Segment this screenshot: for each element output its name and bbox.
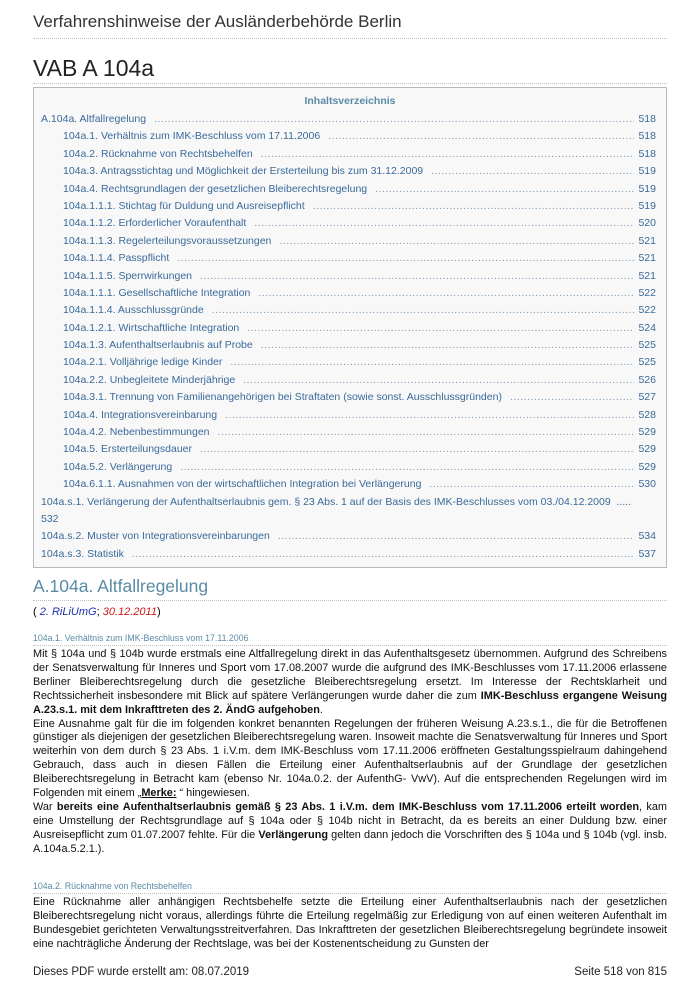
toc-item-text: 104a.4. Rechtsgrundlagen der gesetzlichen Bleiberechtsregelung (63, 182, 368, 195)
toc-item[interactable] (34, 459, 666, 476)
toc-leader-dots (278, 528, 635, 545)
toc-item-page: 519 (638, 199, 656, 212)
toc-item-page: 524 (638, 321, 656, 334)
toc-item-text: 104a.1.2.1. Wirtschaftliche Integration (63, 321, 240, 334)
paragraph: Eine Rücknahme aller anhängigen Rechtsbehelfe setzte die Erteilung einer Aufenthaltserlaubnis nach der gesetzlichen Bleiberechtsregelung nicht voraus, allerdings führte die Erteilung regelmäßig zur Erledigung von auf einen weiteren Aufenthalt im Bundesgebiet gerichteten Verwaltungsstreitverfahren. Das Inkrafttreten der gesetzlichen Bleiberechtsregelung begründete insoweit eine nachträgliche Änderung der Rechtslage, was bei der Kostenentscheidung zu Gunsten der (33, 896, 667, 950)
toc-item-text: 104a.1.1.4. Passpflicht (63, 252, 170, 265)
toc-item-page: 519 (638, 165, 656, 178)
toc-item-text: 104a.5. Ersterteilungsdauer (63, 443, 192, 456)
subsection-heading-104a-2: 104a.2. Rücknahme von Rechtsbehelfen (33, 881, 192, 891)
toc-leader-dots (212, 302, 635, 319)
toc-title: Inhaltsverzeichnis (304, 95, 396, 107)
toc-leader-dots (431, 163, 634, 180)
bold-text: bereits eine Aufenthaltserlaubnis gemäß § 23 Abs. 1 i.V.m. dem IMK-Beschluss vom 17.11.2006 erteilt worden (56, 800, 640, 813)
toc-leader-dots (177, 250, 634, 267)
paragraph: War bereits eine Aufenthaltserlaubnis gemäß § 23 Abs. 1 i.V.m. dem IMK-Beschluss vom 17.11.2006 erteilt worden, kam eine Umstellung der Rechtsgrundlage auf § 104a oder § 104b nicht in Betracht, da es bereits an einer Duldung bzw. einer Ausreisepflicht zum 01.07.2007 fehlte. Für die Verlängerung gelten dann jedoch die Vorschriften des § 104a und § 104b (vgl. insb. A.104a.5.2.1.). (33, 800, 668, 855)
toc-item-text: 104a.1. Verhältnis zum IMK-Beschluss vom 17.11.2006 (63, 130, 321, 143)
toc-item-text: 104a.1.1.5. Sperrwirkungen (63, 269, 192, 282)
toc-leader-dots (132, 546, 635, 563)
toc-item-text: 104a.1.1.2. Erforderlicher Voraufenthalt (63, 217, 247, 230)
toc-item-page: 520 (638, 217, 656, 230)
toc-item-page: 518 (638, 130, 656, 143)
toc-leader-dots (180, 459, 634, 476)
document-title: VAB A 104a (33, 55, 155, 81)
toc-item-text: 104a.2.1. Volljährige ledige Kinder (63, 356, 223, 369)
toc-item-page: 521 (638, 252, 656, 265)
footer-page-number: Seite 518 von 815 (574, 966, 667, 978)
merke-label: Merke: (141, 787, 177, 800)
toc-item-text: 104a.3.1. Trennung von Familienangehörigen bei Straftaten (sowie sonst. Ausschlussgründen) (63, 391, 502, 404)
toc-item-page: 518 (638, 147, 656, 160)
toc-leader-dots (261, 337, 635, 354)
toc-leader-dots (429, 476, 634, 493)
toc-leader-dots (261, 146, 635, 163)
subsection-heading-104a-1: 104a.1. Verhältnis zum IMK-Beschluss vom 17.11.2006 (33, 633, 249, 643)
toc-item[interactable] (34, 372, 666, 389)
toc-item-page: 522 (638, 304, 656, 317)
toc-item-dots: ..... (616, 495, 632, 508)
toc-item-page: 519 (638, 182, 656, 195)
toc-leader-dots (247, 320, 634, 337)
toc-item-text: 104a.1.1.3. Regelerteilungsvoraussetzungen (63, 234, 272, 247)
header-title: Verfahrenshinweise der Ausländerbehörde Berlin (33, 12, 402, 31)
toc-item-page: 521 (638, 234, 656, 247)
toc-item-text: 104a.3. Antragsstichtag und Möglichkeit der Ersterteilung bis zum 31.12.2009 (63, 165, 424, 178)
toc-leader-dots (510, 389, 635, 406)
toc-item-page: 528 (638, 408, 656, 421)
toc-leader-dots (200, 268, 634, 285)
toc-item[interactable] (34, 476, 666, 493)
section-title: A.104a. Altfallregelung (33, 576, 209, 596)
toc-item-page: 534 (638, 530, 656, 543)
toc-list (34, 111, 666, 494)
toc-item[interactable] (34, 337, 666, 354)
toc-item-text: 104a.s.1. Verlängerung der Aufenthaltserlaubnis gem. § 23 Abs. 1 auf der Basis des IMK-Beschlusses vom 03./04.12.2009 (41, 495, 611, 508)
toc-item-text: 104a.1.1.1. Gesellschaftliche Integration (63, 286, 251, 299)
toc-item[interactable] (34, 181, 666, 198)
toc-item-page: 527 (638, 391, 656, 404)
toc-item[interactable] (34, 163, 666, 180)
toc-item-page: 525 (638, 339, 656, 352)
bold-text: Verlängerung (258, 828, 329, 841)
toc-item[interactable] (34, 354, 666, 371)
toc-item-text: 104a.1.1.1. Stichtag für Duldung und Ausreisepflicht (63, 199, 305, 212)
subsection-divider (33, 645, 667, 646)
section-reference (33, 606, 161, 618)
toc-item[interactable] (34, 424, 666, 441)
toc-item[interactable] (34, 528, 666, 545)
toc-item[interactable] (34, 441, 666, 458)
toc-leader-dots (375, 181, 634, 198)
toc-item[interactable] (34, 546, 666, 563)
toc-leader-dots (154, 111, 634, 128)
toc-leader-dots (258, 285, 634, 302)
toc-list-tail (34, 528, 666, 563)
toc-item-page: 537 (638, 547, 656, 560)
bold-text: IMK-Beschluss ergangene Weisung A.23.s.1. mit dem Inkrafttreten des 2. ÄndG aufgehoben (33, 689, 667, 716)
toc-item-text: 104a.4. Integrationsvereinbarung (63, 408, 218, 421)
toc-item-page: 529 (638, 426, 656, 439)
toc-item-text: 104a.1.1.4. Ausschlussgründe (63, 304, 204, 317)
toc-item[interactable] (34, 198, 666, 215)
footer-created-date: Dieses PDF wurde erstellt am: 08.07.2019 (33, 966, 250, 978)
ref-paren-close: ) (156, 606, 161, 618)
toc-item[interactable] (34, 146, 666, 163)
toc-item-page: 522 (638, 286, 656, 299)
paragraph: Mit § 104a und § 104b wurde erstmals eine Altfallregelung direkt in das Aufenthaltsgesetz übernommen. Aufgrund des Schreibens der Senatsverwaltung für Inneres und Sport vom 17.08.2007 wurde die aufgrund des IMK-Beschlusses vom 17.11.2006 erlassene Berliner Bleiberechtsregelung durch die gesetzliche Bleiberechtsregelung ersetzt. Im Interesse der Rechtsklarheit und Rechtssicherheit insbesondere mit Blick auf spätere Verlängerungen wurde daher die zum IMK-Beschluss ergangene Weisung A.23.s.1. mit dem Inkrafttreten des 2. ÄndG aufgehoben. (33, 648, 667, 716)
paragraph: Eine Ausnahme galt für die im folgenden konkret benannten Regelungen der früheren Weisung A.23.s.1., die für die Betroffenen günstiger als diejenigen der gesetzlichen Bleiberechtsregelung waren. Insoweit machte die Senatsverwaltung für Inneres und Sport weiterhin von dem durch § 23 Abs. 1 i.V.m. dem IMK-Beschluss vom 17.11.2006 eröffneten Gestaltungsspielraum dahingehend Gebrauch, dass auch in diesen Fällen die Erteilung einer Aufenthaltserlaubnis auf der Grundlage der gesetzlichen Bleiberechtsregelung in Betracht kam (ebenso Nr. 104a.0.2. der AufenthG- VwV). Auf die entsprechenden Regelungen wird im Folgenden mit einem „Merke: “ hingewiesen. (33, 717, 667, 800)
reference-link-date[interactable]: 30.12.2011 (102, 606, 157, 618)
subsection-body-104a-2 (33, 896, 667, 952)
subsection-divider (33, 893, 667, 894)
section-divider (33, 600, 667, 601)
toc-item-page: 529 (638, 443, 656, 456)
ref-separator: ; (96, 606, 100, 618)
header-divider (33, 38, 667, 39)
reference-link-riliumg[interactable]: 2. RiLiUmG (39, 606, 97, 618)
toc-item[interactable] (34, 233, 666, 250)
toc-item[interactable] (34, 389, 666, 406)
toc-item[interactable] (34, 285, 666, 302)
toc-leader-dots (254, 215, 634, 232)
toc-item-page: 532 (41, 513, 59, 525)
toc-item-text: 104a.6.1.1. Ausnahmen von der wirtschaftlichen Integration bei Verlängerung (63, 478, 422, 491)
toc-leader-dots (313, 198, 635, 215)
toc-leader-dots (218, 424, 635, 441)
toc-item-text: 104a.s.2. Muster von Integrationsvereinbarungen (41, 530, 270, 543)
toc-item[interactable] (34, 111, 666, 128)
subsection-body-104a-1 (33, 648, 667, 857)
title-divider (33, 83, 667, 84)
toc-item[interactable] (34, 302, 666, 319)
toc-item-page: 530 (638, 478, 656, 491)
toc-item-text: 104a.5.2. Verlängerung (63, 460, 173, 473)
toc-leader-dots (225, 407, 634, 424)
toc-item-page: 518 (638, 113, 656, 125)
toc-leader-dots (279, 233, 634, 250)
toc-item-text: 104a.4.2. Nebenbestimmungen (63, 426, 210, 439)
toc-item[interactable] (34, 407, 666, 424)
toc-item-wrapped[interactable] (34, 494, 666, 529)
toc-item-text: 104a.2. Rücknahme von Rechtsbehelfen (63, 147, 253, 160)
toc-leader-dots (243, 372, 634, 389)
toc-leader-dots (230, 354, 634, 371)
toc-item-text: 104a.s.3. Statistik (41, 547, 124, 560)
toc-item-text: A.104a. Altfallregelung (41, 113, 147, 125)
toc-item[interactable] (34, 268, 666, 285)
toc-item-text: 104a.1.3. Aufenthaltserlaubnis auf Probe (63, 339, 253, 352)
toc-item-page: 526 (638, 373, 656, 386)
toc-item[interactable] (34, 320, 666, 337)
ref-paren-open: ( (33, 606, 37, 618)
toc-item-page: 525 (638, 356, 656, 369)
toc-item[interactable] (34, 250, 666, 267)
toc-item-page: 521 (638, 269, 656, 282)
toc-leader-dots (328, 128, 634, 145)
toc-item-text: 104a.2.2. Unbegleitete Minderjährige (63, 373, 236, 386)
toc-leader-dots (200, 441, 634, 458)
toc-item[interactable] (34, 128, 666, 145)
table-of-contents (33, 87, 667, 568)
toc-item-page: 529 (638, 460, 656, 473)
toc-item[interactable] (34, 215, 666, 232)
